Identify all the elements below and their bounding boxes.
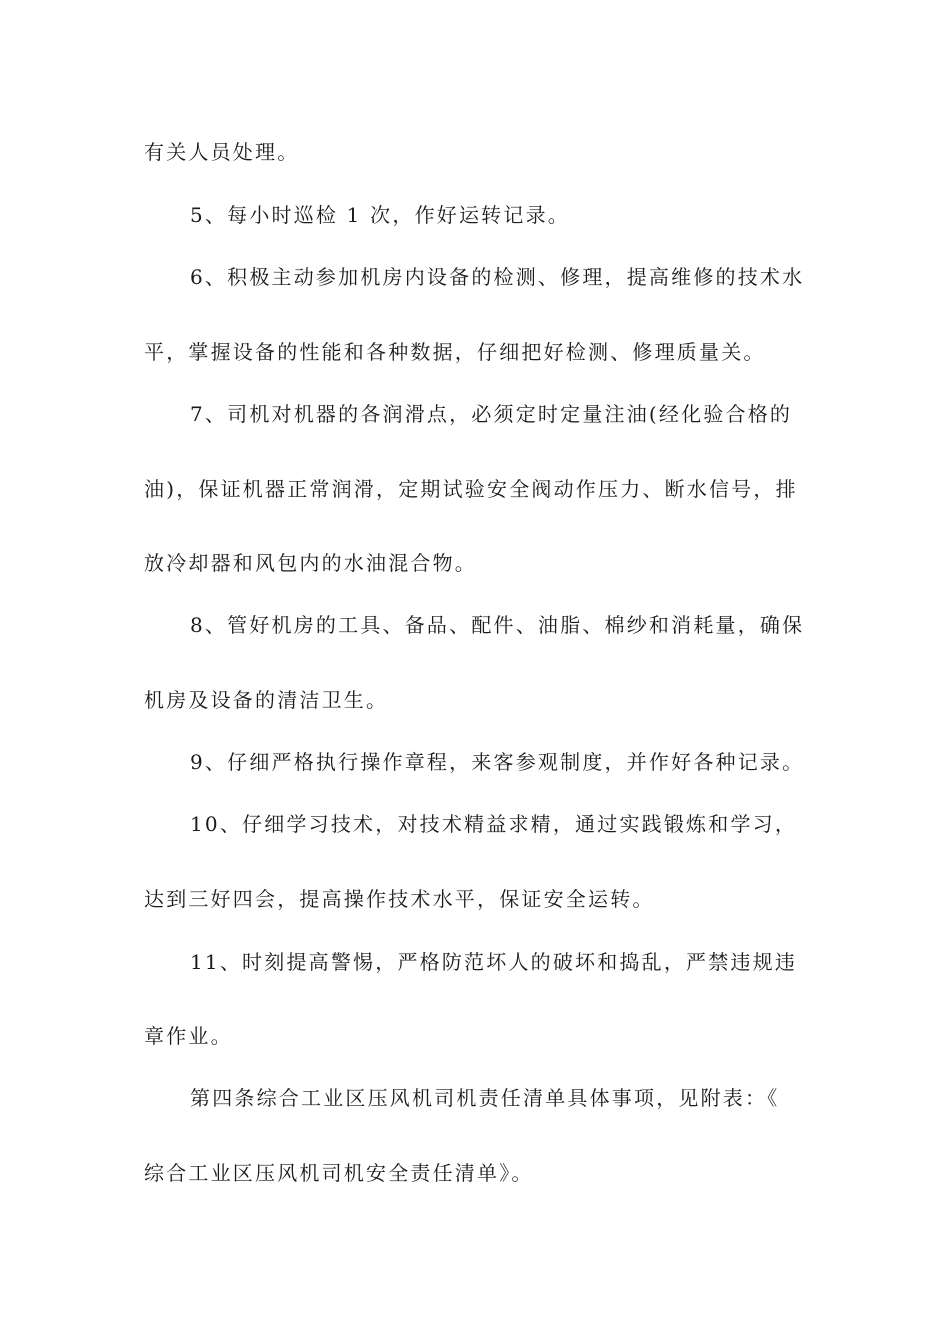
text-line: 油)，保证机器正常润滑，定期试验安全阀动作压力、断水信号，排 xyxy=(144,477,798,501)
text-line: 平，掌握设备的性能和各种数据，仔细把好检测、修理质量关。 xyxy=(144,340,766,364)
text-line: 11、时刻提高警惕，严格防范坏人的破坏和捣乱，严禁违规违 xyxy=(190,950,798,974)
text-line: 机房及设备的清洁卫生。 xyxy=(144,688,389,712)
text-line: 综合工业区压风机司机安全责任清单》。 xyxy=(144,1161,534,1185)
text-line: 8、管好机房的工具、备品、配件、油脂、棉纱和消耗量，确保 xyxy=(190,613,805,637)
text-line: 第四条综合工业区压风机司机责任清单具体事项，见附表：《 xyxy=(190,1086,780,1110)
text-line: 章作业。 xyxy=(144,1024,233,1048)
text-line: 放冷却器和风包内的水油混合物。 xyxy=(144,551,477,575)
text-line: 7、司机对机器的各润滑点，必须定时定量注油(经化验合格的 xyxy=(190,402,793,426)
text-line: 6、积极主动参加机房内设备的检测、修理，提高维修的技术水 xyxy=(190,265,805,289)
text-line: 9、仔细严格执行操作章程，来客参观制度，并作好各种记录。 xyxy=(190,750,805,774)
text-line: 5、每小时巡检 1 次，作好运转记录。 xyxy=(190,203,570,227)
text-line: 10、仔细学习技术，对技术精益求精，通过实践锻炼和学习， xyxy=(190,812,798,836)
text-line: 达到三好四会，提高操作技术水平，保证安全运转。 xyxy=(144,887,655,911)
text-line: 有关人员处理。 xyxy=(144,140,300,164)
